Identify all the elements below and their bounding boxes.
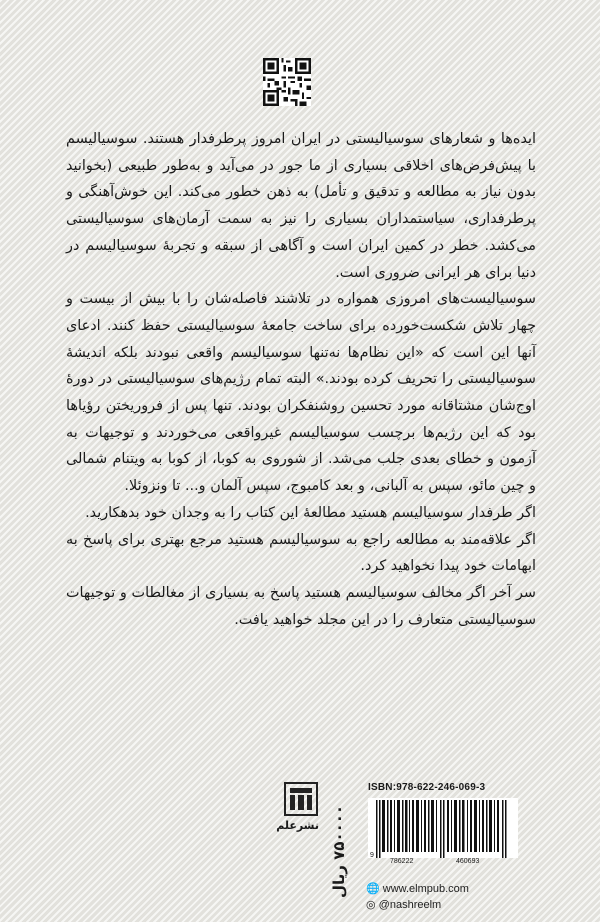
social-handle: @nashreelm: [378, 899, 442, 911]
qr-code: [263, 58, 311, 106]
description-paragraph: اگر علاقه‌مند به مطالعه راجع به سوسیالیسم هستید مرجع بهتری برای پاسخ به ابهامات خود پیدا نخواهید کرد.: [66, 531, 536, 575]
publisher-social[interactable]: [366, 898, 441, 911]
publisher-name: نشرعلم: [276, 819, 319, 832]
globe-icon: 🌐: [366, 883, 380, 895]
barcode-lead-digit: 9: [370, 852, 374, 859]
barcode-right-digits: 460693: [456, 858, 480, 865]
isbn-number: ISBN:978-622-246-069-3: [368, 782, 486, 793]
barcode-left-digits: 786222: [390, 858, 414, 865]
isbn-barcode: [368, 782, 518, 878]
price-label-wrapper: [330, 768, 360, 898]
publisher-logo-icon: [284, 782, 318, 816]
barcode-bars: [368, 798, 518, 858]
price-label: ۷۵۰۰۰۰ ریال: [330, 804, 348, 898]
instagram-icon: ◎: [366, 899, 376, 911]
description-paragraph: اگر طرفدار سوسیالیسم هستید مطالعهٔ این کتاب را به وجدان خود بدهکارید.: [85, 504, 536, 521]
description-paragraph: ایده‌ها و شعارهای سوسیالیستی در ایران امروز پرطرفدار هستند. سوسیالیسم با پیش‌فرض‌های اخلاقی بسیاری از ما جور در می‌آید و به‌طور طبیعی (بخوانید بدون نیاز به مطالعه و تدقیق و تأمل) به ذهن خطور می‌کند. این خوش‌آهنگی و پرطرفداری، سیاستمداران بسیاری را نیز به سمت آرمان‌های سوسیالیستی می‌کشد. خطر در کمین ایران است و آگاهی از سبقه و تجربهٔ سوسیالیسم در دنیا برای هر ایرانی ضروری است.: [66, 131, 536, 281]
publisher-website[interactable]: [366, 882, 469, 895]
description-paragraph: سر آخر اگر مخالف سوسیالیسم هستید پاسخ به بسیاری از مغالطات و توجیهات سوسیالیستی متعارف را در این مجلد خواهید یافت.: [66, 584, 536, 628]
description-paragraph: سوسیالیست‌های امروزی همواره در تلاشند فاصله‌شان را با بیش از بیست و چهار تلاش شکست‌خورده برای ساخت جامعهٔ سوسیالیستی حفظ کنند. ادعای آنها این است که «این نظام‌ها نه‌تنها سوسیالیسم واقعی نبودند بلکه اندیشهٔ سوسیالیستی را تحریف کرده بودند.» البته تمام رژیم‌های سوسیالیستی در دورهٔ اوج‌شان مشتاقانه مورد تحسین روشنفکران بودند. تنها پس از فروریختن رؤیاها بود که این رژیم‌ها برچسب سوسیالیسم غیرواقعی می‌خوردند و توجیهات به آزمون و خطای بعدی جلب می‌شد. از شوروی به کوبا، از کوبا به ویتنام شمالی و چین مائو، سپس به آلبانی، و بعد کامبوج، سپس آلمان و... تا ونزوئلا.: [66, 291, 536, 495]
publisher-logo: [276, 782, 319, 848]
back-cover-description: [66, 126, 536, 633]
website-url: www.elmpub.com: [382, 883, 469, 895]
